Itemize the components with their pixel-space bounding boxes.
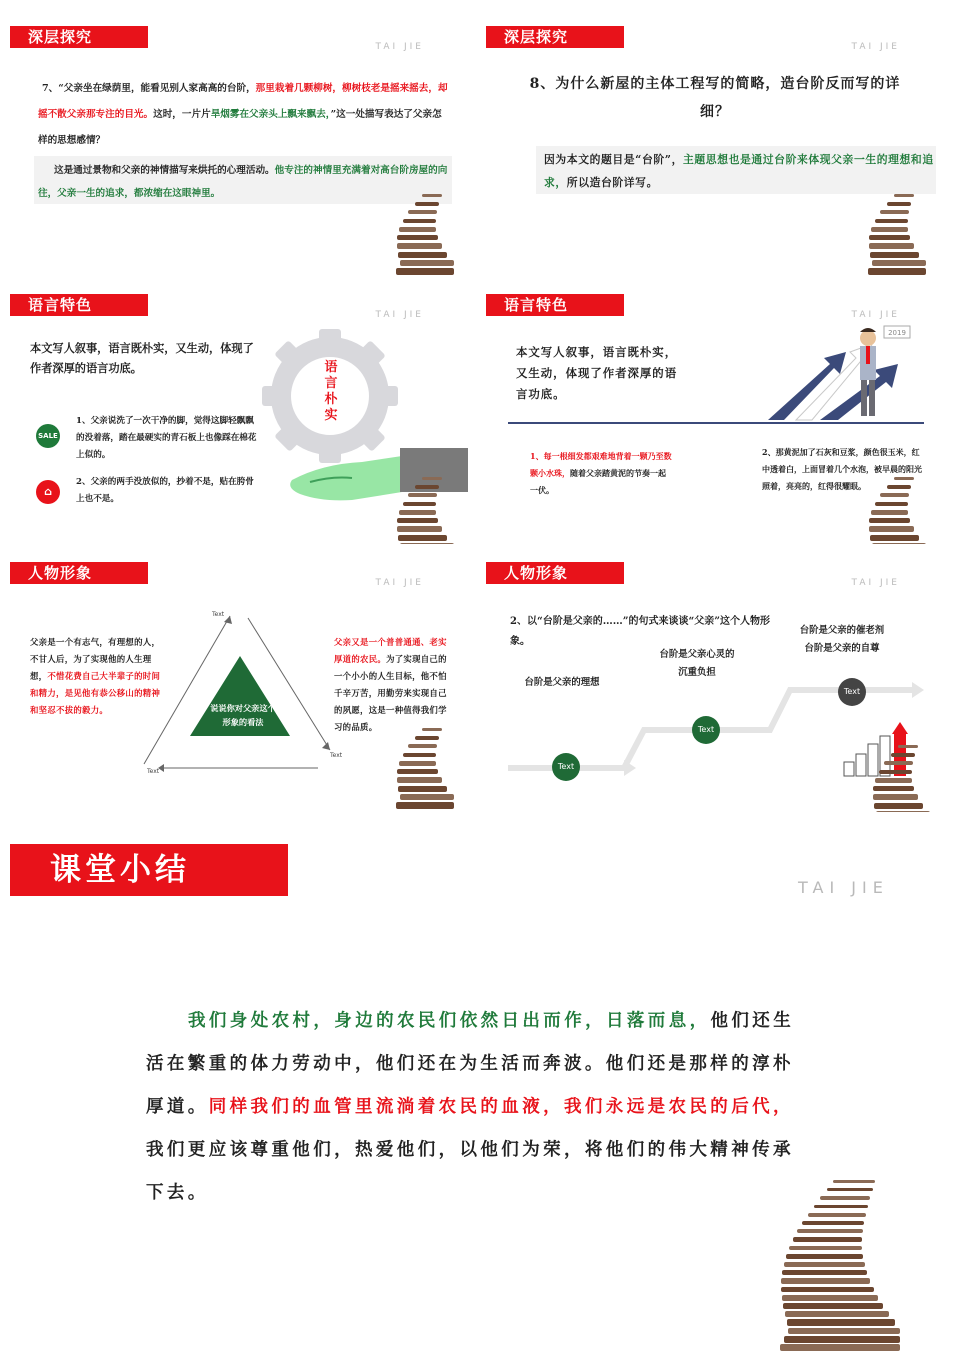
- stairs-image: [396, 477, 454, 544]
- stair-step: [785, 1311, 889, 1317]
- left-text: 父亲是一个有志气，有理想的人，不甘人后，为了实现他的人生理想，不惜花费自己大半辈子的时间和精力，是见他有恭公移山的精神和坚忍不拔的毅力。: [30, 637, 161, 715]
- stair-step: [397, 518, 438, 523]
- stair-step: [875, 219, 908, 223]
- heading-text: 2、以“台阶是父亲的……”的句式来谈谈“父亲”这个人物形象。: [510, 616, 770, 647]
- stairs-image: [868, 194, 926, 274]
- businessman-arrows-icon: [760, 322, 930, 422]
- stair-step: [403, 753, 436, 757]
- stair-step: [880, 493, 909, 497]
- slide-title: 语言特色: [486, 294, 624, 316]
- text-label-left: Text: [147, 768, 160, 775]
- slide-title: 深层探究: [10, 26, 148, 48]
- stair-step: [783, 1303, 884, 1309]
- watermark: TAI JIE: [851, 310, 900, 320]
- step-2-text: 台阶是父亲心灵的沉重负担: [659, 649, 735, 678]
- stair-step: [894, 194, 914, 197]
- stair-step: [789, 1246, 862, 1251]
- stair-step: [869, 518, 910, 523]
- stair-step: [396, 268, 454, 275]
- stair-step: [802, 1221, 864, 1225]
- slide-title: 课堂小结: [10, 844, 288, 896]
- stairs-image: [872, 745, 930, 812]
- stair-step: [408, 210, 437, 214]
- stair-step: [397, 769, 438, 774]
- stair-step: [875, 778, 912, 783]
- stair-step: [415, 485, 439, 488]
- stair-step: [422, 728, 442, 731]
- step-3-text: 台阶是父亲的催老剂 台阶是父亲的自尊: [799, 625, 885, 654]
- stair-step: [403, 502, 436, 506]
- stair-step: [397, 526, 442, 532]
- stair-step: [784, 1262, 865, 1267]
- stair-step: [397, 235, 438, 240]
- stair-step: [870, 252, 920, 258]
- stair-step: [873, 794, 918, 800]
- stair-step: [820, 1196, 870, 1199]
- triangle-cycle-diagram: [134, 608, 344, 778]
- example-2-text: 2、那黄泥加了石灰和豆浆，颜色很玉米，红中透着白，上面冒着几个水泡，被早晨的阳光照着，亮亮的，红得很耀眼。: [762, 447, 922, 491]
- example-1-text: 1、每一根细发都艰难地背着一颗乃至数颗小水珠，随着父亲踏黄泥的节奏一起一伏。: [530, 451, 672, 495]
- stair-step: [397, 243, 442, 249]
- stair-step: [784, 1336, 900, 1343]
- stair-step: [814, 1205, 868, 1209]
- text-label-right: Text: [330, 752, 343, 759]
- watermark: TAI JIE: [851, 578, 900, 588]
- stair-step: [887, 202, 911, 205]
- stair-step: [833, 1180, 875, 1183]
- stair-step: [398, 786, 448, 792]
- divider-line: [508, 422, 924, 424]
- stair-step: [408, 493, 437, 497]
- stair-step: [780, 1344, 900, 1351]
- answer-text: 这是通过景物和父亲的神情描写来烘托的心理活动。他专注的神情里充满着对高台阶房屋的向往，父亲一生的追求，都浓缩在这眼神里。: [38, 165, 448, 199]
- stair-step: [875, 502, 908, 506]
- stairs-image: [396, 194, 454, 274]
- stair-step: [880, 210, 909, 214]
- stair-step: [871, 227, 908, 232]
- heading-text: 本文写人叙事，语言既朴实，又生动，体现了作者深厚的语言功底。: [516, 345, 678, 401]
- slide-title: 语言特色: [10, 294, 148, 316]
- stairs-image: [780, 1180, 900, 1350]
- stair-step: [422, 477, 442, 480]
- summary-paragraph: 我们身处农村，身边的农民们依然日出而作，日落而息，他们还生活在繁重的体力劳动中，他们还在为生活而奔波。他们还是那样的淳朴厚道。同样我们的血管里流淌着农民的血液，我们永远是农民的后代，我们更应该尊重他们，热爱他们，以他们为荣，将他们的伟大精神传承下去。: [146, 1011, 795, 1203]
- slide-character-image-2: [480, 550, 944, 812]
- stair-step: [884, 761, 913, 765]
- stair-step: [408, 744, 437, 748]
- right-text: 父亲又是一个普普通通、老实厚道的农民。为了实现自己的一个小小的人生目标，他不怕千辛万苦，用勤劳来实现自己的夙愿，这是一种值得我们学习的品质。: [334, 637, 447, 732]
- watermark: TAI JIE: [375, 42, 424, 52]
- stair-step: [399, 227, 436, 232]
- stair-step: [827, 1188, 873, 1191]
- stair-step: [872, 260, 926, 267]
- stair-step: [403, 219, 436, 223]
- watermark: TAI JIE: [798, 878, 889, 897]
- step-1-text: 台阶是父亲的理想: [524, 677, 600, 688]
- stair-step: [782, 1270, 867, 1275]
- stair-step: [898, 745, 918, 748]
- slide-language-features-2: [480, 282, 944, 544]
- stair-step: [871, 510, 908, 515]
- stair-step: [782, 1295, 879, 1301]
- stair-step: [894, 477, 914, 480]
- stair-step: [869, 526, 914, 532]
- stair-step: [400, 260, 454, 267]
- example-1-text: 1、父亲说洗了一次干净的脚，觉得这脚轻飘飘的没着落，踏在最硬实的青石板上也像踩在棉花上似的。: [76, 416, 257, 460]
- stair-step: [400, 794, 454, 801]
- slide-class-summary: [0, 830, 960, 1352]
- stairs-image: [868, 477, 926, 544]
- stair-step: [781, 1287, 874, 1293]
- slide-title: 深层探究: [486, 26, 624, 48]
- stair-step: [874, 803, 924, 809]
- gear-label: 语言朴实: [324, 360, 338, 423]
- stair-step: [781, 1278, 870, 1283]
- answer-text: 因为本文的题目是“台阶”，主题思想也是通过台阶来体现父亲一生的理想和追求，所以造台阶详写。: [544, 153, 934, 189]
- step-3-node: Text: [838, 678, 866, 706]
- stair-step: [793, 1237, 862, 1241]
- stair-step: [398, 535, 448, 541]
- step-1-node: Text: [552, 753, 580, 781]
- watermark: TAI JIE: [851, 42, 900, 52]
- heading-text: 本文写人叙事，语言既朴实，又生动，体现了作者深厚的语言功底。: [30, 341, 254, 375]
- stair-step: [808, 1213, 866, 1217]
- stairs-image: [396, 728, 454, 808]
- slide-deep-exploration-1: [4, 14, 468, 276]
- stair-step: [870, 535, 920, 541]
- text-label-top: Text: [212, 611, 225, 618]
- center-text: 说说你对父亲这个形象的看法: [210, 703, 276, 727]
- stair-step: [399, 510, 436, 515]
- watermark: TAI JIE: [375, 578, 424, 588]
- stair-step: [872, 543, 926, 544]
- stair-step: [869, 243, 914, 249]
- stair-step: [887, 485, 911, 488]
- slide-title: 人物形象: [10, 562, 148, 584]
- stair-step: [396, 802, 454, 809]
- stair-step: [869, 235, 910, 240]
- stair-step: [786, 1254, 863, 1259]
- stair-step: [787, 1319, 895, 1325]
- stair-step: [891, 753, 915, 756]
- example-2-text: 2、父亲的两手没放似的，抄着不是，贴在胯骨上也不是。: [76, 477, 254, 504]
- stair-step: [398, 252, 448, 258]
- stair-step: [415, 736, 439, 739]
- stair-step: [399, 761, 436, 766]
- stair-step: [876, 811, 930, 812]
- slide-language-features-1: [4, 282, 468, 544]
- stair-step: [873, 786, 914, 791]
- stair-step: [400, 543, 454, 544]
- stair-step: [879, 770, 912, 774]
- stair-step: [788, 1328, 900, 1335]
- slide-character-image-1: [4, 550, 468, 812]
- stair-step: [797, 1229, 862, 1233]
- stair-step: [422, 194, 442, 197]
- watermark: TAI JIE: [375, 310, 424, 320]
- sale-icon: SALE: [36, 424, 60, 448]
- stair-step: [397, 777, 442, 783]
- building-icon: ⌂: [36, 480, 60, 504]
- stair-step: [868, 268, 926, 275]
- slide-deep-exploration-2: [480, 14, 944, 276]
- sign-text: 2019: [888, 329, 906, 337]
- question-text: 7、“父亲坐在绿荫里，能看见别人家高高的台阶，那里栽着几颗柳树，柳树枝老是摇来摇去，却摇不散父亲那专注的目光。这时，一片片旱烟雾在父亲头上飘来飘去，”这一处描写表达了父亲怎样的思想感情？: [38, 83, 448, 146]
- question-text: 8、为什么新屋的主体工程写的简略，造台阶反而写的详细？: [529, 76, 901, 120]
- step-2-node: Text: [692, 716, 720, 744]
- stair-step: [415, 202, 439, 205]
- slide-title: 人物形象: [486, 562, 624, 584]
